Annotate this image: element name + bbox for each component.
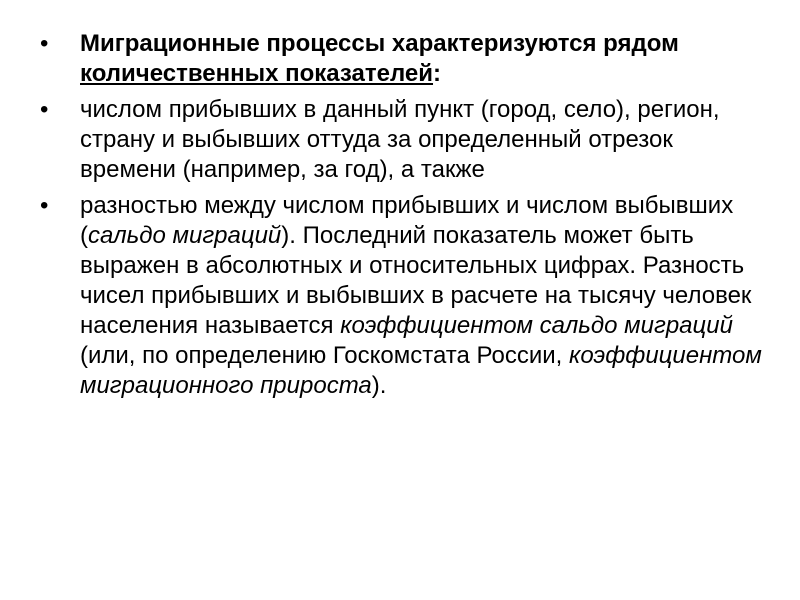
bullet-1-text xyxy=(80,30,679,87)
bullet-item-1 xyxy=(40,29,770,89)
bullet-3-term-coefficient-saldo: коэффициентом сальдо миграций xyxy=(340,312,733,339)
bullet-2-text: числом прибывших в данный пункт (город, село), регион, страну и выбывших оттуда за определенный отрезок времени (например, за год), а также xyxy=(80,96,720,183)
bullet-3-part-c: ). Последний показатель может быть выражен в абсолютных и относительных цифрах. Разность чисел прибывших и выбывших в расчете на тысячу человек населения называется xyxy=(80,222,752,339)
bullet-3-term-saldo: сальдо миграций xyxy=(88,222,282,249)
bullet-1-intro: Миграционные процессы характеризуются рядом xyxy=(80,30,679,57)
bullet-3-part-e: (или, по определению Госкомстата России, xyxy=(80,342,569,369)
bullet-item-2 xyxy=(40,95,770,185)
bullet-3-term-coefficient-growth: коэффициентом миграционного прироста xyxy=(80,342,762,399)
bullet-dot: • xyxy=(40,96,49,123)
bullet-1-underlined-term: количественных показателей xyxy=(80,60,434,87)
bullet-dot: • xyxy=(40,30,49,57)
bullet-3-text xyxy=(80,192,762,399)
bullet-dot: • xyxy=(40,192,49,219)
bullet-item-3 xyxy=(40,191,770,401)
bullet-3-part-a: разностью между числом прибывших и числом выбывших ( xyxy=(80,192,734,249)
bullet-1-colon: : xyxy=(433,60,442,87)
bullet-list xyxy=(40,29,770,407)
bullet-3-part-g: ). xyxy=(371,372,387,399)
